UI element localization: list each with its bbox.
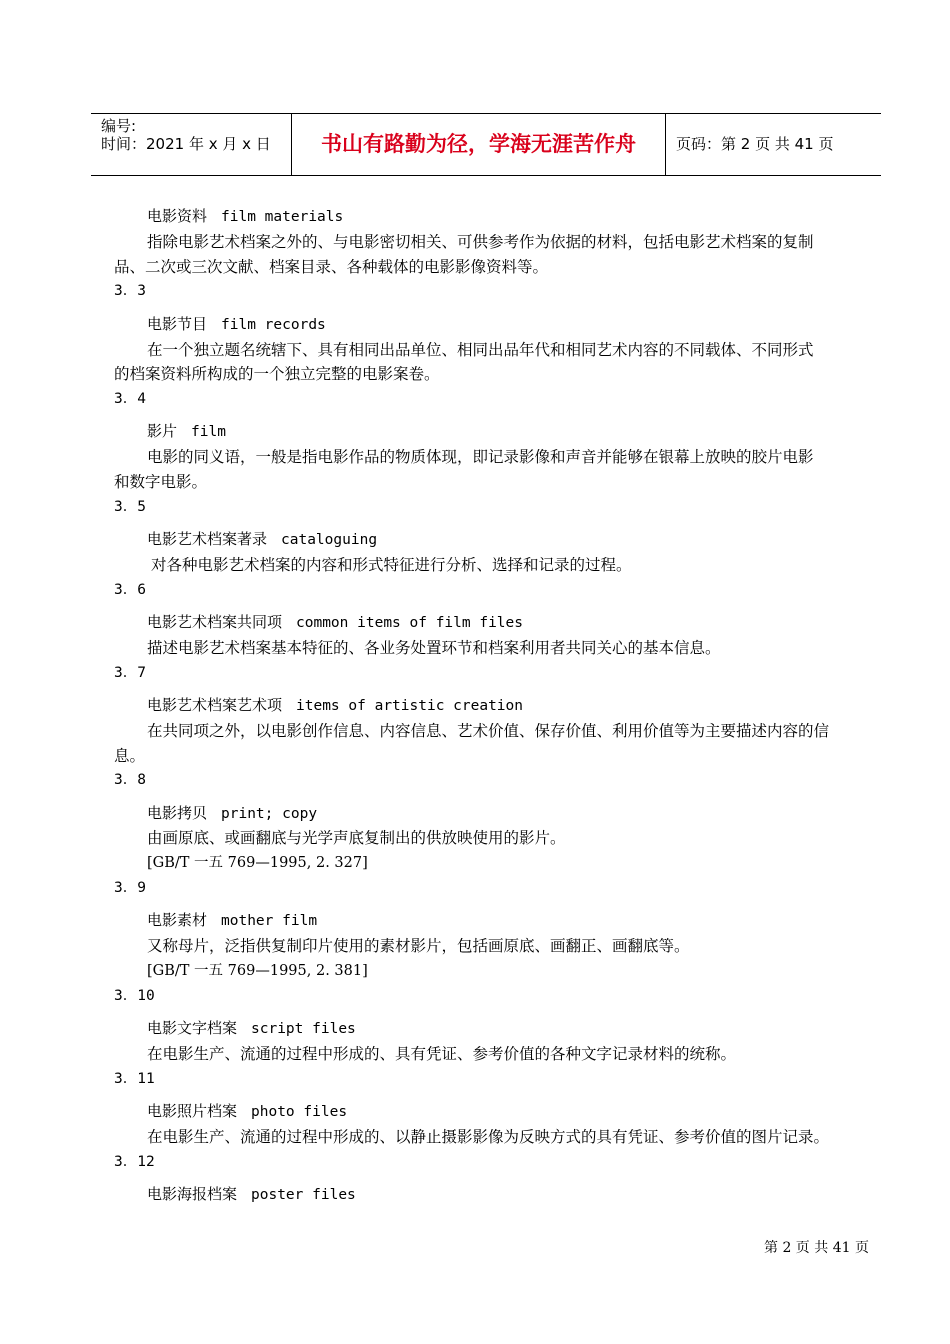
section-number: 3．10 xyxy=(114,987,155,1004)
definition-line: 在电影生产、流通的过程中形成的、具有凭证、参考价值的各种文字记录材料的统称。 xyxy=(147,1044,737,1063)
definition-line: 的档案资料所构成的一个独立完整的电影案卷。 xyxy=(114,365,440,384)
standard-reference: [GB/T 一五 769—1995, 2. 381] xyxy=(147,962,368,979)
definition-line: 指除电影艺术档案之外的、与电影密切相关、可供参考作为依据的材料，包括电影艺术档案的复制 xyxy=(147,232,814,251)
term-chinese: 电影艺术档案共同项 xyxy=(147,613,283,631)
term-heading xyxy=(147,611,523,632)
definition-line: 在一个独立题名统辖下、具有相同出品单位、相同出品年代和相同艺术内容的不同载体、不同形式 xyxy=(147,340,814,359)
term-english: photo files xyxy=(251,1103,348,1120)
term-english: film xyxy=(191,424,226,441)
definition-line: 描述电影艺术档案基本特征的、各业务处置环节和档案利用者共同关心的基本信息。 xyxy=(147,638,721,657)
term-chinese: 电影海报档案 xyxy=(147,1184,238,1203)
term-heading xyxy=(147,1183,356,1204)
definition-line: 在电影生产、流通的过程中形成的、以静止摄影影像为反映方式的具有凭证、参考价值的图片记录。 xyxy=(147,1127,830,1146)
header-page-number: 页码：第 2 页 共 41 页 xyxy=(676,135,834,153)
term-heading xyxy=(147,420,226,441)
term-english: mother film xyxy=(221,913,318,930)
term-heading xyxy=(147,909,317,930)
term-chinese: 电影节目 xyxy=(147,314,208,333)
section-number: 3．5 xyxy=(114,498,146,515)
term-heading xyxy=(147,313,326,334)
term-english: film materials xyxy=(221,209,344,225)
header-motto: 书山有路勤为径，学海无涯苦作舟 xyxy=(292,114,666,175)
term-chinese: 电影艺术档案艺术项 xyxy=(147,695,283,714)
section-number: 3．6 xyxy=(114,581,146,598)
term-english: print; copy xyxy=(221,805,318,822)
section-number: 3．11 xyxy=(114,1070,155,1087)
section-number: 3．7 xyxy=(114,664,146,681)
term-english: poster files xyxy=(251,1186,356,1203)
definition-line: 电影的同义语，一般是指电影作品的物质体现，即记录影像和声音并能够在银幕上放映的胶片电影 xyxy=(147,448,814,467)
standard-reference: [GB/T 一五 769—1995, 2. 327] xyxy=(147,855,368,872)
header-meta-cell xyxy=(91,114,292,175)
term-heading xyxy=(147,694,523,715)
definition-line: 在共同项之外，以电影创作信息、内容信息、艺术价值、保存价值、利用价值等为主要描述内容的信 xyxy=(147,721,830,740)
document-number-label: 编号: xyxy=(101,117,137,135)
section-number: 3．3 xyxy=(114,283,146,300)
section-number: 3．8 xyxy=(114,772,146,789)
definition-line: 品、二次或三次文献、档案目录、各种载体的电影影像资料等。 xyxy=(114,257,549,276)
term-english: script files xyxy=(251,1021,356,1037)
term-chinese: 电影照片档案 xyxy=(147,1101,238,1120)
term-chinese: 电影素材 xyxy=(147,911,208,930)
term-heading xyxy=(147,1100,347,1121)
definition-line: 由画原底、或画翻底与光学声底复制出的供放映使用的影片。 xyxy=(147,829,566,848)
term-chinese: 电影文字档案 xyxy=(147,1019,238,1037)
section-number: 3．9 xyxy=(114,880,146,896)
term-chinese: 影片 xyxy=(147,422,178,441)
section-number: 3．12 xyxy=(114,1153,155,1170)
definition-line: 息。 xyxy=(114,746,146,765)
page-header xyxy=(91,113,881,176)
term-heading xyxy=(147,205,343,226)
term-heading xyxy=(147,528,377,549)
term-chinese: 电影拷贝 xyxy=(147,803,208,822)
page-footer: 第 2 页 共 41 页 xyxy=(764,1240,869,1256)
document-time-label: 时间：2021 年 x 月 x 日 xyxy=(101,135,271,153)
term-english: common items of film files xyxy=(296,615,523,631)
definition-line: 又称母片，泛指供复制印片使用的素材影片，包括画原底、画翻正、画翻底等。 xyxy=(147,937,690,956)
term-english: items of artistic creation xyxy=(296,697,523,714)
term-chinese: 电影艺术档案著录 xyxy=(147,530,268,549)
section-number: 3．4 xyxy=(114,391,146,408)
term-english: cataloguing xyxy=(281,532,378,549)
definition-line: 对各种电影艺术档案的内容和形式特征进行分析、选择和记录的过程。 xyxy=(151,555,632,574)
term-heading xyxy=(147,802,317,823)
definition-line: 和数字电影。 xyxy=(114,473,208,491)
term-chinese: 电影资料 xyxy=(147,207,208,225)
term-english: film records xyxy=(221,316,326,333)
term-heading xyxy=(147,1017,356,1038)
